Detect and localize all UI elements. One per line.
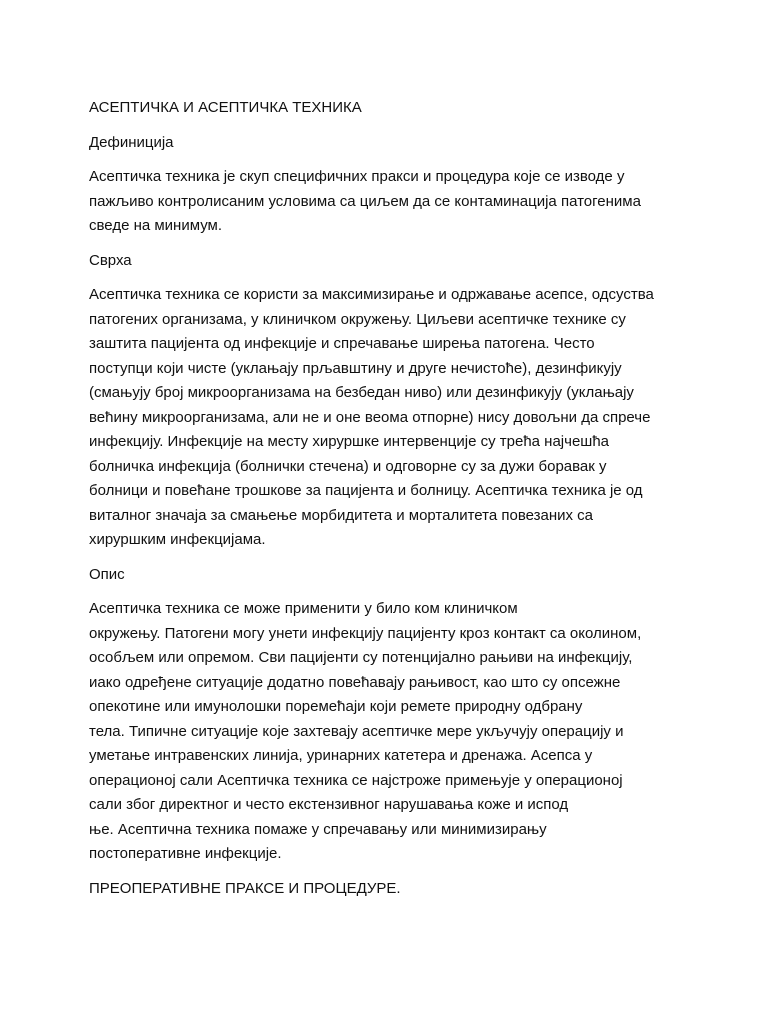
document-body [89,96,689,911]
paragraph-line: поступци који чисте (уклањају прљавштину и друге нечистоће), дезинфикују [89,359,622,377]
section-heading-preoperative: ПРЕОПЕРАТИВНЕ ПРАКСЕ И ПРОЦЕДУРЕ. [89,879,401,897]
paragraph-line: хируршким инфекцијама. [89,531,266,548]
paragraph-line: опекотине или имунолошки поремећаји који ремете природну одбрану [89,698,583,715]
paragraph-line: ње. Асептична техника помаже у спречавању или минимизирању [89,820,547,838]
paragraph-line: Асептичка техника је скуп специфичних пракси и процедура које се изводе у [89,168,625,185]
paragraph-line: Асептичка техника се користи за максимизирање и одржавање асепсе, одсуства [89,286,654,303]
section-heading-definition: Дефиниција [89,133,174,151]
paragraph-line: особљем или опремом. Сви пацијенти су потенцијално рањиви на инфекцију, [89,649,633,666]
paragraph-line: сведе на минимум. [89,217,223,234]
document-title: АСЕПТИЧКА И АСЕПТИЧКА ТЕХНИКА [89,99,362,116]
paragraph-line: окружењу. Патогени могу унети инфекцију пацијенту кроз контакт са околином, [89,624,642,642]
paragraph-line: виталног значаја за смањење морбидитета и морталитета повезаних са [89,506,594,524]
paragraph-line: (смањују број микроорганизама на безбедан ниво) или дезинфикују (уклањају [89,384,634,401]
paragraph-line: инфекцију. Инфекције на месту хируршке интервенције су трећа најчешћа [89,433,610,450]
section-heading-description: Опис [89,565,125,583]
paragraph-line: болничка инфекција (болнички стечена) и одговорне су за дужи боравак у [89,457,607,475]
paragraph-line: постоперативне инфекције. [89,845,282,862]
paragraph-line: пажљиво контролисаним условима са циљем да се контаминација патогенима [89,192,641,210]
paragraph-line: Асептичка техника се може применити у било ком клиничком [89,600,518,617]
purpose-paragraph [89,283,689,553]
paragraph-line: већину микроорганизама, али не и оне веома отпорне) нису довољни да спрече [89,408,651,426]
description-paragraph [89,597,689,867]
paragraph-line: патогених организама, у клиничком окружењу. Циљеви асептичке технике су [89,310,626,328]
paragraph-line: операционој сали Асептичка техника се најстроже примењује у операционој [89,771,623,789]
section-heading-purpose: Сврха [89,251,132,269]
paragraph-line: иако одређене ситуације додатно повећавају рањивост, као што су опсежне [89,673,621,691]
paragraph-line: заштита пацијента од инфекције и спречавање ширења патогена. Често [89,335,595,352]
paragraph-line: сали због директног и често екстензивног нарушавања коже и испод [89,796,569,813]
paragraph-line: уметање интравенских линија, уринарних катетера и дренажа. Асепса у [89,747,593,764]
paragraph-line: болници и повећане трошкове за пацијента и болницу. Асептичка техника је од [89,482,643,499]
definition-paragraph [89,165,689,239]
paragraph-line: тела. Типичне ситуације које захтевају асептичке мере укључују операцију и [89,722,624,740]
